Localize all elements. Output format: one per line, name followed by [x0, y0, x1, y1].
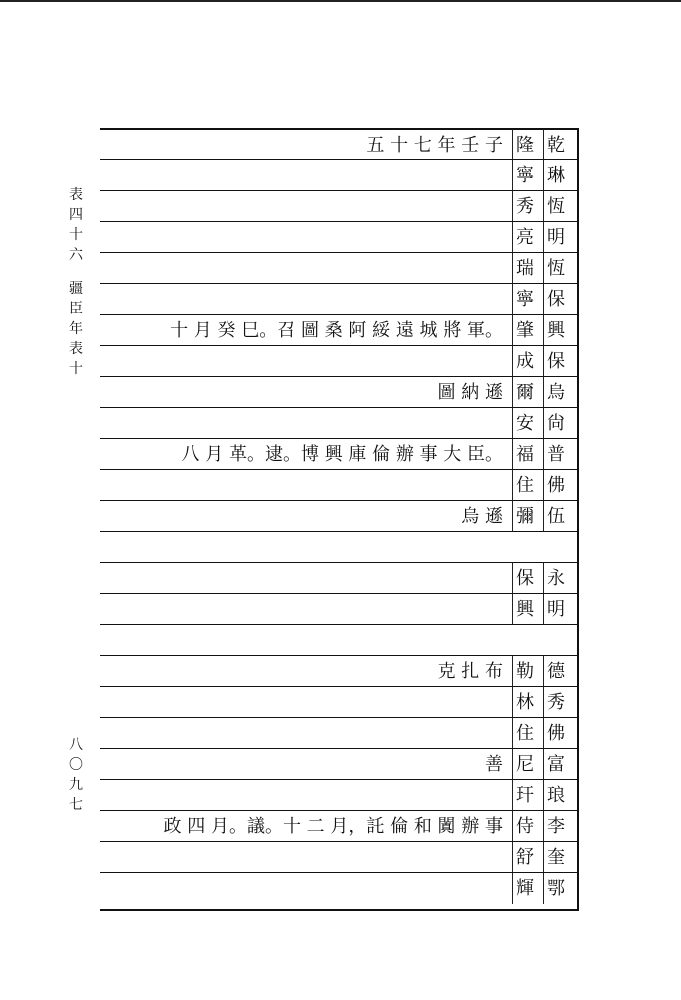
official-name-char-2: 成 — [512, 346, 534, 377]
official-name-char-1: 尙 — [543, 408, 565, 439]
margin-char: 四 — [69, 207, 83, 223]
table-row — [100, 872, 577, 904]
official-name-char-1: 佛 — [543, 470, 565, 501]
official-name-char-2: 住 — [512, 470, 534, 501]
record-text: 五 十 七 年 壬 子 — [366, 135, 503, 156]
official-name-char-1: 明 — [543, 594, 565, 625]
record-text: 政 四 月。議。十 二 月，託 倫 和 闐 辦 事 — [163, 816, 503, 837]
page-number-char: 〇 — [69, 757, 83, 773]
official-name-char-1: 普 — [543, 439, 565, 470]
official-name-char-2: 輝 — [512, 873, 534, 904]
margin-char: 十 — [69, 227, 83, 243]
official-name-char-2: 舒 — [512, 842, 534, 873]
official-name-char-2: 福 — [512, 439, 534, 470]
official-name-char-1: 佛 — [543, 718, 565, 749]
official-name-char-1: 德 — [543, 656, 565, 687]
official-name-char-2: 侍 — [512, 811, 534, 842]
official-name-char-2: 瑞 — [512, 253, 534, 284]
record-text: 八 月 革。逮。博 興 庫 倫 辦 事 大 臣。 — [181, 444, 503, 465]
table-row-empty — [100, 624, 577, 656]
official-name-char-2: 尼 — [512, 749, 534, 780]
official-name-char-2: 興 — [512, 594, 534, 625]
margin-char: 表 — [69, 341, 83, 357]
page-number-char: 八 — [69, 737, 83, 753]
table-row — [100, 345, 577, 377]
official-name-char-1: 琅 — [543, 780, 565, 811]
margin-char: 臣 — [69, 301, 83, 317]
table-row — [100, 190, 577, 222]
official-name-char-1: 富 — [543, 749, 565, 780]
official-name-char-1: 興 — [543, 315, 565, 346]
table-row — [100, 283, 577, 315]
official-name-char-1: 秀 — [543, 687, 565, 718]
official-name-char-2: 保 — [512, 563, 534, 594]
official-name-char-1: 明 — [543, 222, 565, 253]
official-name-char-2: 彌 — [512, 501, 534, 532]
official-name-char-2: 寧 — [512, 160, 534, 191]
table-row — [100, 221, 577, 253]
official-name-char-2: 亮 — [512, 222, 534, 253]
table-row — [100, 500, 577, 532]
official-name-char-1: 奎 — [543, 842, 565, 873]
table-row — [100, 748, 577, 780]
margin-gap — [66, 265, 86, 279]
page-number-char: 七 — [69, 797, 83, 813]
record-text: 圖 納 遜 — [437, 382, 503, 403]
official-name-char-1: 烏 — [543, 377, 565, 408]
page-top-rule — [0, 0, 681, 2]
table-row — [100, 128, 577, 161]
table-row — [100, 717, 577, 749]
margin-char: 表 — [69, 187, 83, 203]
table-row — [100, 438, 577, 470]
table-row — [100, 655, 577, 687]
margin-char: 疆 — [69, 281, 83, 297]
table-row — [100, 252, 577, 284]
table-row — [100, 593, 577, 625]
official-name-char-1: 李 — [543, 811, 565, 842]
page-number — [66, 735, 86, 815]
official-name-char-1: 保 — [543, 284, 565, 315]
record-text: 十 月 癸 巳。召 圖 桑 阿 綏 遠 城 將 軍。 — [170, 320, 503, 341]
official-name-char-1: 鄂 — [543, 873, 565, 904]
table-row — [100, 779, 577, 811]
margin-header — [66, 185, 86, 379]
record-text: 克 扎 布 — [437, 661, 503, 682]
annals-table — [100, 128, 579, 911]
table-row — [100, 314, 577, 346]
official-name-char-2: 隆 — [512, 130, 534, 161]
table-row-empty — [100, 531, 577, 563]
official-name-char-2: 秀 — [512, 191, 534, 222]
table-bottom-rule — [100, 909, 577, 911]
official-name-char-2: 林 — [512, 687, 534, 718]
margin-char: 年 — [69, 321, 83, 337]
table-row — [100, 841, 577, 873]
table-row — [100, 562, 577, 594]
official-name-char-2: 玕 — [512, 780, 534, 811]
table-row — [100, 810, 577, 842]
table-row — [100, 407, 577, 439]
official-name-char-1: 恆 — [543, 253, 565, 284]
record-text: 善 — [485, 754, 503, 775]
record-text: 烏 遜 — [461, 506, 503, 527]
page-number-char: 九 — [69, 777, 83, 793]
official-name-char-2: 爾 — [512, 377, 534, 408]
official-name-char-2: 安 — [512, 408, 534, 439]
official-name-char-2: 住 — [512, 718, 534, 749]
official-name-char-2: 肇 — [512, 315, 534, 346]
official-name-char-1: 乾 — [543, 130, 565, 161]
table-row — [100, 159, 577, 191]
table-row — [100, 376, 577, 408]
margin-char: 十 — [69, 361, 83, 377]
table-row — [100, 686, 577, 718]
table-row — [100, 469, 577, 501]
official-name-char-2: 寧 — [512, 284, 534, 315]
official-name-char-2: 勒 — [512, 656, 534, 687]
official-name-char-1: 永 — [543, 563, 565, 594]
official-name-char-1: 保 — [543, 346, 565, 377]
official-name-char-1: 伍 — [543, 501, 565, 532]
official-name-char-1: 琳 — [543, 160, 565, 191]
official-name-char-1: 恆 — [543, 191, 565, 222]
margin-char: 六 — [69, 247, 83, 263]
